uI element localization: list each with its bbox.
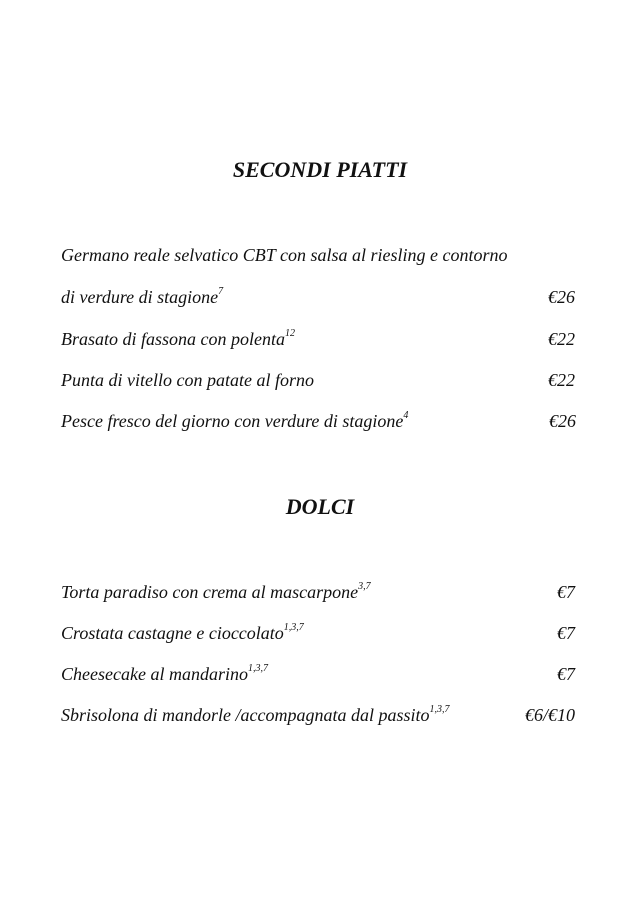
allergen-codes: 1,3,7 xyxy=(247,663,268,674)
section-title-dolci: DOLCI xyxy=(285,494,355,519)
item-price: €6/€10 xyxy=(524,705,575,725)
menu-item xyxy=(61,329,295,350)
item-name: di verdure di stagione xyxy=(61,287,219,307)
allergen-codes: 1,3,7 xyxy=(283,622,304,633)
item-name: Crostata castagne e cioccolato xyxy=(61,623,284,643)
item-name: Torta paradiso con crema al mascarpone xyxy=(61,582,359,602)
allergen-codes: 1,3,7 xyxy=(429,704,450,715)
menu-item xyxy=(61,370,314,391)
item-price: €26 xyxy=(548,287,575,307)
item-price: €7 xyxy=(557,664,575,684)
item-price: €26 xyxy=(549,411,576,431)
allergen-codes: 3,7 xyxy=(358,581,371,592)
allergen-codes: 12 xyxy=(285,328,295,339)
menu-item xyxy=(61,582,371,603)
menu-item xyxy=(61,705,450,726)
item-name: Pesce fresco del giorno con verdure di stagione xyxy=(61,411,404,431)
item-price: €7 xyxy=(557,623,575,643)
menu-item xyxy=(61,623,304,644)
menu-item-line: Germano reale selvatico CBT con salsa al riesling e contorno xyxy=(61,245,508,265)
allergen-codes: 4 xyxy=(403,410,409,421)
item-price: €7 xyxy=(557,582,575,602)
menu-item xyxy=(61,411,408,432)
item-price: €22 xyxy=(548,370,575,390)
item-price: €22 xyxy=(548,329,575,349)
menu-item xyxy=(61,664,268,685)
allergen-codes: 7 xyxy=(218,286,224,297)
section-title-secondi: SECONDI PIATTI xyxy=(232,157,408,182)
item-name: Cheesecake al mandarino xyxy=(61,664,248,684)
item-name: Sbrisolona di mandorle /accompagnata dal passito xyxy=(61,705,430,725)
item-name: Brasato di fassona con polenta xyxy=(61,329,285,349)
menu-item xyxy=(61,287,223,308)
item-name: Punta di vitello con patate al forno xyxy=(61,370,314,390)
